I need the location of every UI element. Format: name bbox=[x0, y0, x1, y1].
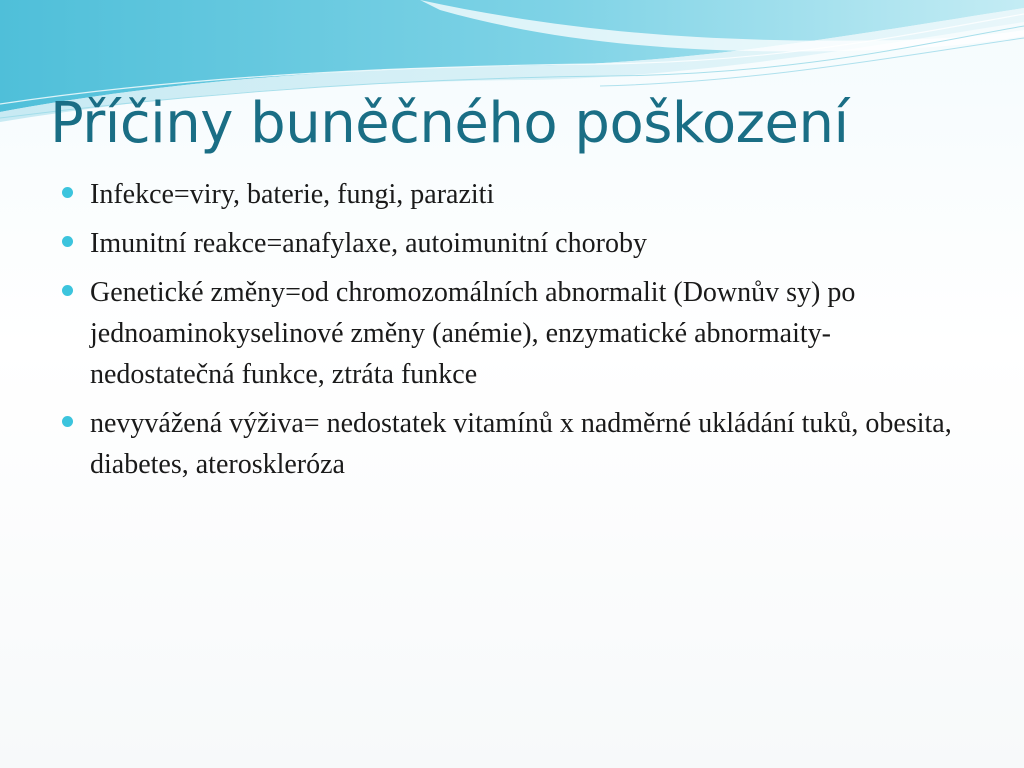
bullet-text: nevyvážená výživa= nedostatek vitamínů x nadměrné ukládání tuků, obesita, diabetes, ateroskleróza bbox=[90, 408, 952, 480]
bullet-text: Infekce=viry, baterie, fungi, paraziti bbox=[90, 179, 495, 210]
bullet-text: Imunitní reakce=anafylaxe, autoimunitní choroby bbox=[90, 228, 647, 259]
bullet-item-nutrition bbox=[62, 403, 962, 485]
bullet-item-genetic-changes bbox=[62, 272, 962, 395]
bullet-dot-icon bbox=[62, 187, 73, 198]
bullet-item-infections bbox=[62, 174, 962, 215]
slide-title: Příčiny buněčného poškození bbox=[50, 91, 849, 156]
bullet-dot-icon bbox=[62, 416, 73, 427]
bullet-dot-icon bbox=[62, 285, 73, 296]
bullet-item-immune-reactions bbox=[62, 223, 962, 264]
bullet-list bbox=[62, 174, 962, 493]
bullet-text: Genetické změny=od chromozomálních abnormalit (Downův sy) po jednoaminokyselinové změny (anémie), enzymatické abnormaity-nedostatečná funkce, ztráta funkce bbox=[90, 277, 856, 390]
bullet-dot-icon bbox=[62, 236, 73, 247]
